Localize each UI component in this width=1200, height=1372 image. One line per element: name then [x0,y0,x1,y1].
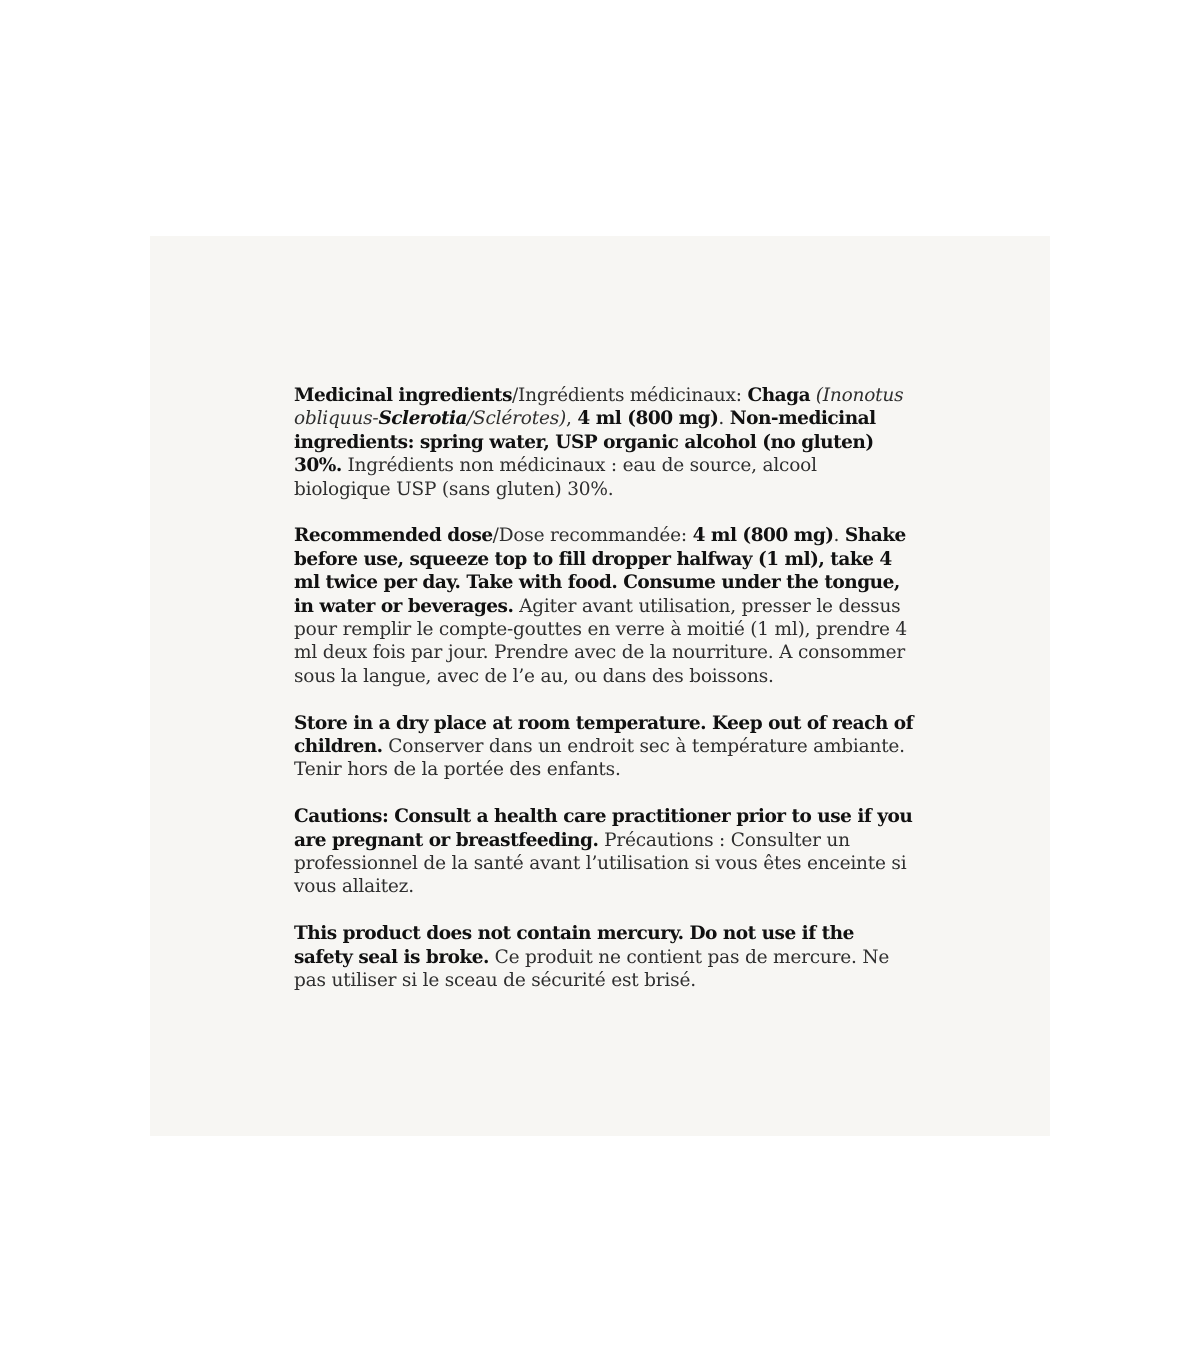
non-medicinal-ingredients-fr: Ingrédients non médicinaux : eau de source, alcool biologique USP (sans gluten) 30%. [294,455,817,500]
dose-paragraph [294,524,914,688]
latin-name: (Inonotus obliquus- [294,385,904,430]
ingredient-amount: 4 ml (800 mg) [577,408,719,430]
ingredients-period: . [718,408,730,430]
sclerotes-name: /Sclérotes) [467,408,567,430]
cautions-en: Cautions: Consult a health care practitioner prior to use if you are pregnant or breastfeeding. [294,806,913,851]
medicinal-ingredients-label: Medicinal ingredients [294,385,512,406]
storage-paragraph [294,712,914,782]
chaga-name: Chaga [747,385,811,406]
safety-fr: Ce produit ne contient pas de mercure. Ne pas utiliser si le sceau de sécurité est brisé. [294,946,890,992]
label-text-block [294,384,914,1016]
recommended-dose-label: Recommended dose [294,525,493,547]
label-panel [150,236,1050,1136]
storage-fr: Conserver dans un endroit sec à température ambiante. Tenir hors de la portée des enfants. [294,736,905,781]
dose-instructions-en: Shake before use, squeeze top to fill dropper halfway (1 ml), take 4 ml twice per day. Take with food. Consume under the tongue, in water or beverages. [294,525,906,617]
recommended-dose-label-fr: /Dose recommandée: [492,525,693,547]
sclerotia-name: Sclerotia [378,408,468,430]
ingredients-paragraph [294,384,914,501]
dose-amount: 4 ml (800 mg) [692,525,834,547]
cautions-fr: Précautions : Consulter un professionnel de la santé avant l’utilisation si vous êtes enceinte si vous allaitez. [294,829,907,898]
cautions-paragraph [294,805,914,899]
medicinal-ingredients-label-fr: /Ingrédients médicinaux: [512,385,748,406]
dose-instructions-fr: Agiter avant utilisation, presser le dessus pour remplir le compte-gouttes en verre à moitié (1 ml), prendre 4 ml deux fois par jour. Prendre avec de la nourriture. A consommer sous la langue, avec de l’e au, ou dans des boissons. [294,595,907,687]
non-medicinal-ingredients-en: Non-medicinal ingredients: spring water, USP organic alcohol (no gluten) 30%. [294,408,876,477]
dose-period: . [833,525,845,547]
ingredients-comma: , [566,408,578,430]
safety-en: This product does not contain mercury. Do not use if the safety seal is broke. [294,923,854,968]
safety-paragraph [294,922,914,992]
storage-en: Store in a dry place at room temperature. Keep out of reach of children. [294,712,914,758]
